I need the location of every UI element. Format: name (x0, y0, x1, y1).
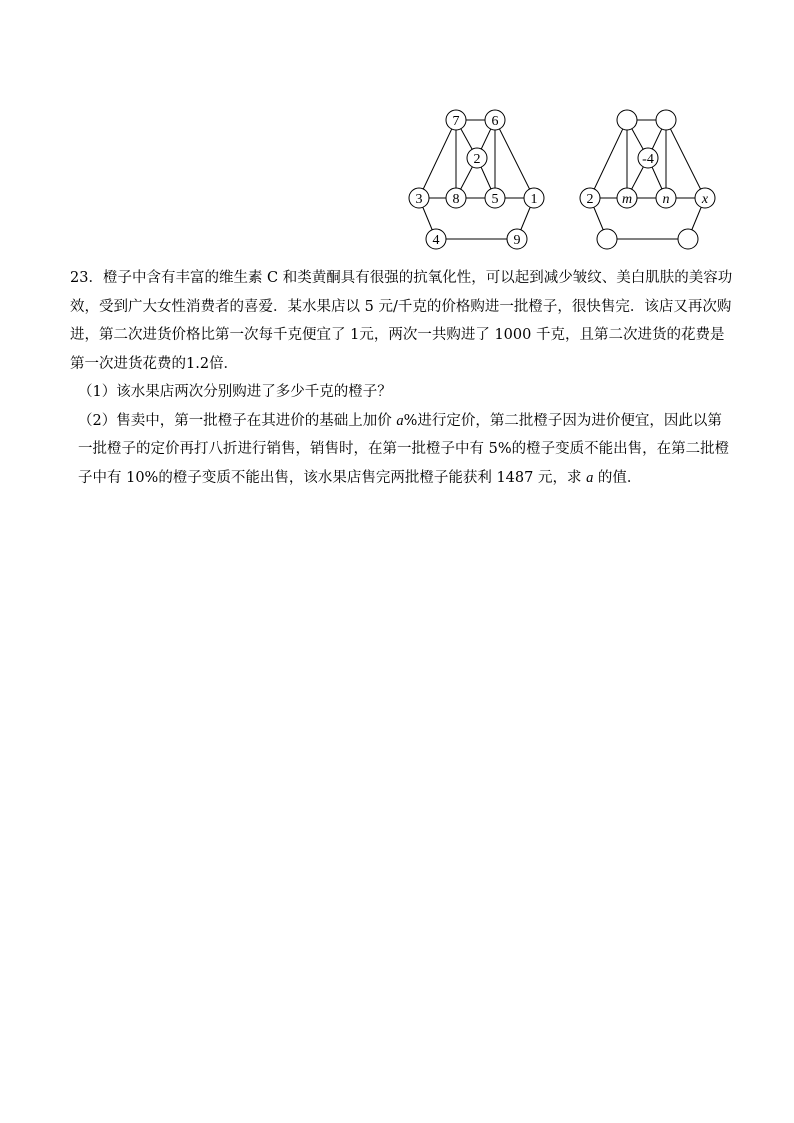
right-label-minus4: -4 (642, 152, 654, 167)
problem-23 (70, 264, 734, 492)
right-node-bottom-left (597, 229, 617, 249)
left-label-4: 4 (432, 233, 440, 248)
left-label-5: 5 (491, 192, 499, 207)
right-node-bottom-right (678, 229, 698, 249)
right-label-2: 2 (586, 192, 594, 207)
problem-stem-text: 23．橙子中含有丰富的维生素 C 和类黄酮具有很强的抗氧化性，可以起到减少皱纹、美白肌肤的美容功效，受到广大女性消费者的喜爱．某水果店以 5 元/千克的价格购进一批橙子，很快售完．该店又再次购进，第二次进货价格比第一次每千克便宜了 1元，两次一共购进了 1000 千克，且第二次进货的花费是第一次进货花费的 (70, 270, 733, 372)
left-label-7: 7 (452, 114, 460, 129)
left-label-6: 6 (491, 114, 499, 129)
left-label-1: 1 (530, 192, 538, 207)
question-2-text-c: 的值． (593, 469, 642, 486)
graph-figures (400, 100, 730, 260)
question-2-text-a: （2）售卖中，第一批橙子在其进价的基础上加价 (78, 412, 397, 429)
left-label-2: 2 (473, 152, 481, 167)
left-label-9: 9 (513, 233, 521, 248)
right-node-top-left (617, 110, 637, 130)
left-label-3: 3 (415, 192, 423, 207)
right-label-m: m (621, 192, 633, 207)
left-label-8: 8 (452, 192, 460, 207)
question-1: （1）该水果店两次分别购进了多少千克的橙子？ (78, 384, 392, 400)
graph-figures-svg (400, 100, 730, 260)
right-node-top-right (656, 110, 676, 130)
right-label-n: n (662, 192, 670, 207)
variable-a-2: a (586, 469, 594, 486)
question-2-text-b: %进行定价，第二批橙子因为进价便宜，因此以第一批橙子的定价再打八折进行销售，销售时，在第一批橙子中有 5%的橙子变质不能出售，在第二批橙子中有 10%的橙子变质不能出售，该水果店售完两批橙子能获利 1487 元，求 (78, 412, 730, 486)
variable-a-1: a (396, 412, 404, 429)
right-label-x: x (701, 192, 709, 207)
problem-stem (70, 264, 734, 378)
question-2 (70, 407, 734, 493)
ratio-number: 1.2 (186, 355, 210, 372)
problem-stem-end: 倍． (209, 355, 239, 372)
